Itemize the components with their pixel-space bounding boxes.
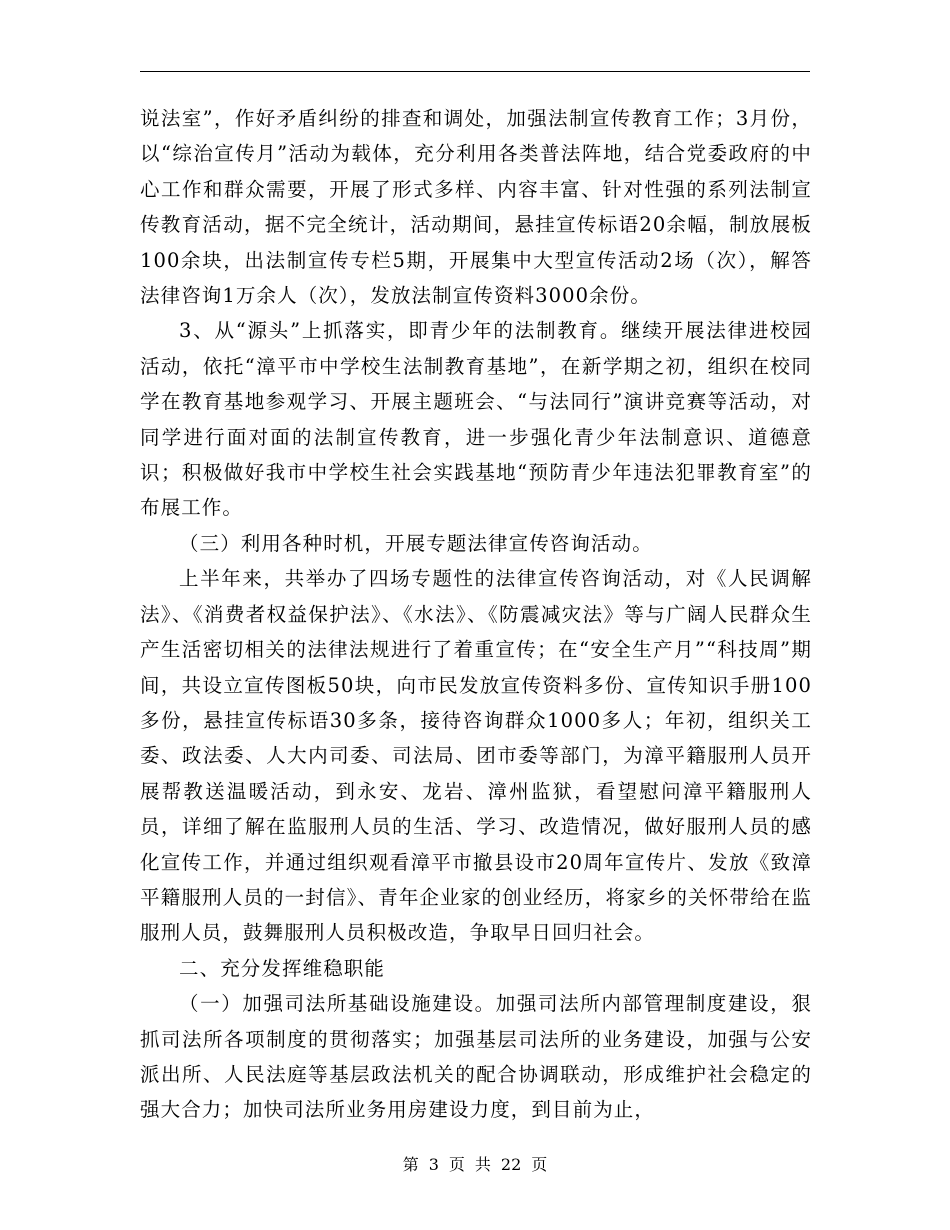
header-rule	[140, 71, 810, 72]
footer-page-prefix: 第	[402, 1155, 419, 1174]
footer-total-pages: 22	[500, 1155, 522, 1174]
section-heading-stability: 二、充分发挥维稳职能	[179, 956, 386, 980]
footer-page-number: 3	[428, 1155, 439, 1174]
document-body	[140, 101, 812, 1128]
paragraph-legal-consultation-activities: 上半年来，共举办了四场专题性的法律宣传咨询活动，对《人民调解法》、《消费者权益保护法》、《水法》、《防震减灾法》等与广阔人民群众生产生活密切相关的法律法规进行了着重宣传；在“安全生产月”“科技周”期间，共设立宣传图板50块，向市民发放宣传资料多份、宣传知识手册100多份，悬挂宣传标语30多条，接待咨询群众1000多人；年初，组织关工委、政法委、人大内司委、司法局、团市委等部门，为漳平籍服刑人员开展帮教送温暖活动，到永安、龙岩、漳州监狱，看望慰问漳平籍服刑人员，详细了解在监服刑人员的生活、学习、改造情况，做好服刑人员的感化宣传工作，并通过组织观看漳平市撤县设市20周年宣传片、发放《致漳平籍服刑人员的一封信》、青年企业家的创业经历，将家乡的关怀带给在监服刑人员，鼓舞服刑人员积极改造，争取早日回归社会。	[140, 567, 812, 945]
footer-total-prefix: 共	[474, 1155, 491, 1174]
footer-page-suffix: 页	[531, 1155, 548, 1174]
page-footer	[0, 1155, 950, 1175]
paragraph-continuation: 说法室”，作好矛盾纠纷的排查和调处，加强法制宣传教育工作；3月份，以“综治宣传月”活动为载体，充分利用各类普法阵地，结合党委政府的中心工作和群众需要，开展了形式多样、内容丰富、针对性强的系列法制宣传教育活动，据不完全统计，活动期间，悬挂宣传标语20余幅，制放展板100余块，出法制宣传专栏5期，开展集中大型宣传活动2场（次），解答法律咨询1万余人（次），发放法制宣传资料3000余份。	[140, 107, 812, 308]
footer-page-middle: 页	[448, 1155, 465, 1174]
paragraph-item-3-youth-education: 3、从“源头”上抓落实，即青少年的法制教育。继续开展法律进校园活动，依托“漳平市中学校生法制教育基地”，在新学期之初，组织在校同学在教育基地参观学习、开展主题班会、“与法同行”演讲竞赛等活动，对同学进行面对面的法制宣传教育，进一步强化青少年法制意识、道德意识；积极做好我市中学校生社会实践基地“预防青少年违法犯罪教育室”的布展工作。	[140, 319, 812, 520]
subheading-special-legal-consultation: （三）利用各种时机，开展专题法律宣传咨询活动。	[179, 531, 653, 555]
paragraph-judicial-office-construction: （一）加强司法所基础设施建设。加强司法所内部管理制度建设，狠抓司法所各项制度的贯彻落实；加强基层司法所的业务建设，加强与公安派出所、人民法庭等基层政法机关的配合协调联动，形成维护社会稳定的强大合力；加快司法所业务用房建设力度，到目前为止，	[140, 992, 812, 1122]
